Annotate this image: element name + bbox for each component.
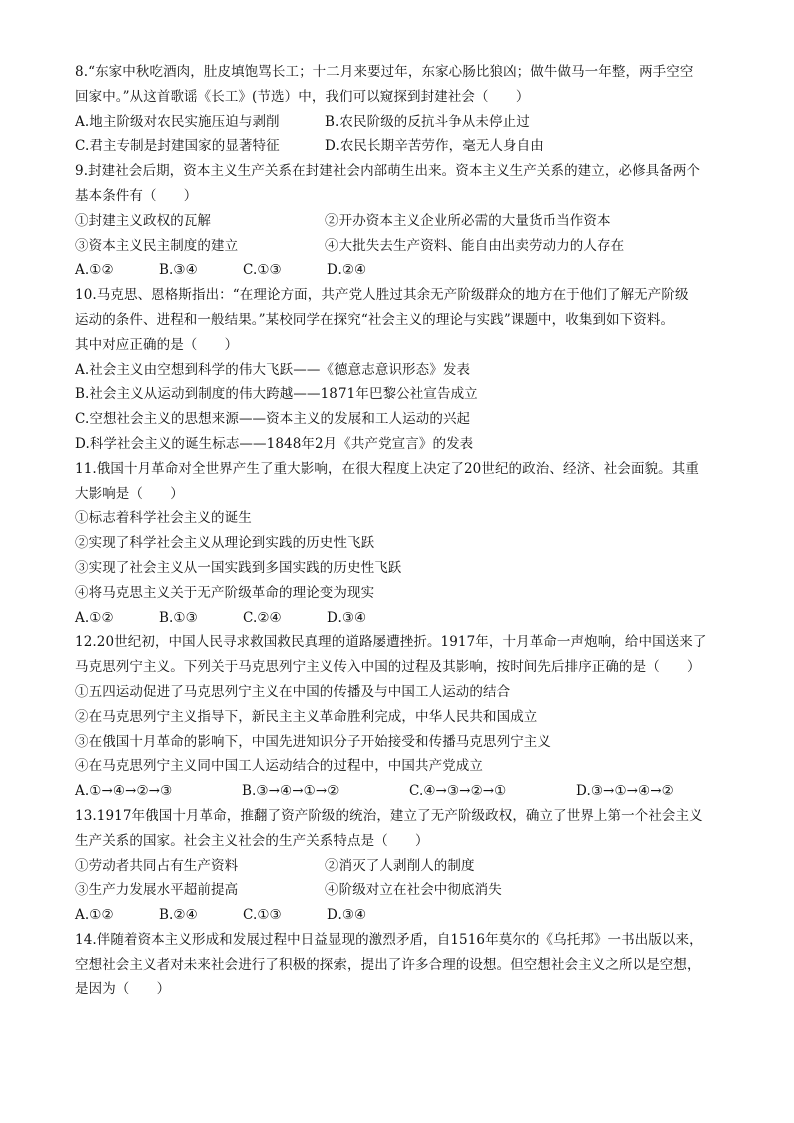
question-13 <box>75 804 725 928</box>
item-3: ③实现了社会主义从一国实践到多国实践的历史性飞跃 <box>75 559 402 576</box>
option-b[interactable]: B.②④ <box>159 907 198 924</box>
option-a[interactable]: A.社会主义由空想到科学的伟大飞跃——《德意志意识形态》发表 <box>75 361 471 378</box>
item-1: ①封建主义政权的瓦解 <box>75 212 211 229</box>
option-row <box>75 903 725 928</box>
question-stem-line: 8.“东家中秋吃酒肉，肚皮填饱骂长工；十二月来要过年，东家心肠比狼凶；做牛做马一年整，两手空空 <box>75 64 694 80</box>
question-10 <box>75 283 725 457</box>
item-row <box>75 209 725 234</box>
option-b[interactable]: B.③→④→①→② <box>242 783 340 800</box>
option-row <box>75 258 725 283</box>
option-a[interactable]: A.①② <box>75 609 114 626</box>
option-c[interactable]: C.④→③→②→① <box>409 783 507 800</box>
question-stem-line: 10.马克思、恩格斯指出：“在理论方面，共产党人胜过其余无产阶级群众的地方在于他们了解无产阶级 <box>75 287 689 304</box>
option-c[interactable]: C.①③ <box>243 262 282 279</box>
option-d[interactable]: D.农民长期辛苦劳作，毫无人身自由 <box>325 138 544 155</box>
item-2: ②在马克思列宁主义指导下，新民主主义革命胜利完成，中华人民共和国成立 <box>75 708 538 725</box>
question-stem-line: 其中对应正确的是（ ） <box>75 336 239 353</box>
item-1: ①劳动者共同占有生产资料 <box>75 857 239 874</box>
question-stem-line: 马克思列宁主义。下列关于马克思列宁主义传入中国的过程及其影响，按时间先后排序正确的是（ ） <box>75 659 701 676</box>
item-row <box>75 878 725 903</box>
question-stem-line: 回家中。”从这首歌谣《长工》(节选）中，我们可以窥探到封建社会（ ） <box>75 88 530 105</box>
question-12 <box>75 630 725 804</box>
option-b[interactable]: B.社会主义从运动到制度的伟大跨越——1871年巴黎公社宣告成立 <box>75 386 478 403</box>
option-a[interactable]: A.①→④→②→③ <box>75 783 173 800</box>
option-d[interactable]: D.③④ <box>327 609 367 626</box>
option-row <box>75 110 725 135</box>
option-d[interactable]: D.③→①→④→② <box>576 783 674 800</box>
option-row <box>75 779 725 804</box>
question-stem-line: 11.俄国十月革命对全世界产生了重大影响，在很大程度上决定了20世纪的政治、经济、社会面貌。其重 <box>75 460 699 477</box>
item-1: ①五四运动促进了马克思列宁主义在中国的传播及与中国工人运动的结合 <box>75 683 511 700</box>
question-9 <box>75 159 725 283</box>
item-3: ③在俄国十月革命的影响下，中国先进知识分子开始接受和传播马克思列宁主义 <box>75 733 551 750</box>
question-stem-line: 是因为（ ） <box>75 981 171 998</box>
item-2: ②开办资本主义企业所必需的大量货币当作资本 <box>325 212 611 229</box>
question-stem-line: 13.1917年俄国十月革命，推翻了资产阶级的统治，建立了无产阶级政权，确立了世界上第一个社会主义 <box>75 807 703 824</box>
item-4: ④在马克思列宁主义同中国工人运动结合的过程中，中国共产党成立 <box>75 758 483 775</box>
option-d[interactable]: D.科学社会主义的诞生标志——1848年2月《共产党宣言》的发表 <box>75 435 474 452</box>
question-stem-line: 空想社会主义者对未来社会进行了积极的探索，提出了许多合理的设想。但空想社会主义之所以是空想， <box>75 956 701 973</box>
question-stem-line: 运动的条件、进程和一般结果。”某校同学在探究“社会主义的理论与实践”课题中，收集到如下资料。 <box>75 311 675 328</box>
option-c[interactable]: C.①③ <box>243 907 282 924</box>
option-b[interactable]: B.③④ <box>159 262 198 279</box>
item-row <box>75 854 725 879</box>
item-4: ④大批失去生产资料、能自由出卖劳动力的人存在 <box>325 237 625 254</box>
option-a[interactable]: A.地主阶级对农民实施压迫与剥削 <box>75 113 280 130</box>
option-b[interactable]: B.农民阶级的反抗斗争从未停止过 <box>325 113 530 130</box>
exam-page <box>75 60 725 1002</box>
question-8 <box>75 60 725 159</box>
item-2: ②消灭了人剥削人的制度 <box>325 857 475 874</box>
option-row <box>75 606 725 631</box>
question-stem-line: 12.20世纪初，中国人民寻求救国救民真理的道路屡遭挫折。1917年，十月革命一声炮响，给中国送来了 <box>75 634 707 651</box>
item-1: ①标志着科学社会主义的诞生 <box>75 510 252 527</box>
item-row <box>75 234 725 259</box>
option-d[interactable]: D.③④ <box>327 907 367 924</box>
option-row <box>75 134 725 159</box>
option-c[interactable]: C.君主专制是封建国家的显著特征 <box>75 138 280 155</box>
item-2: ②实现了科学社会主义从理论到实践的历史性飞跃 <box>75 535 375 552</box>
option-d[interactable]: D.②④ <box>327 262 367 279</box>
question-stem-line: 14.伴随着资本主义形成和发展过程中日益显现的激烈矛盾，自1516年莫尔的《乌托邦》一书出版以来， <box>75 931 703 948</box>
item-3: ③资本主义民主制度的建立 <box>75 237 239 254</box>
question-stem-line: 基本条件有（ ） <box>75 187 198 204</box>
item-4: ④将马克思主义关于无产阶级革命的理论变为现实 <box>75 584 375 601</box>
question-14 <box>75 928 725 1002</box>
option-a[interactable]: A.①② <box>75 907 114 924</box>
option-b[interactable]: B.①③ <box>159 609 198 626</box>
item-4: ④阶级对立在社会中彻底消失 <box>325 882 502 899</box>
question-11 <box>75 457 725 631</box>
option-c[interactable]: C.空想社会主义的思想来源——资本主义的发展和工人运动的兴起 <box>75 411 471 428</box>
option-a[interactable]: A.①② <box>75 262 114 279</box>
question-stem-line: 生产关系的国家。社会主义社会的生产关系特点是（ ） <box>75 832 429 849</box>
item-3: ③生产力发展水平超前提高 <box>75 882 239 899</box>
question-stem-line: 大影响是（ ） <box>75 485 184 502</box>
option-c[interactable]: C.②④ <box>243 609 282 626</box>
question-stem-line: 9.封建社会后期，资本主义生产关系在封建社会内部萌生出来。资本主义生产关系的建立，必修具备两个 <box>75 163 701 180</box>
